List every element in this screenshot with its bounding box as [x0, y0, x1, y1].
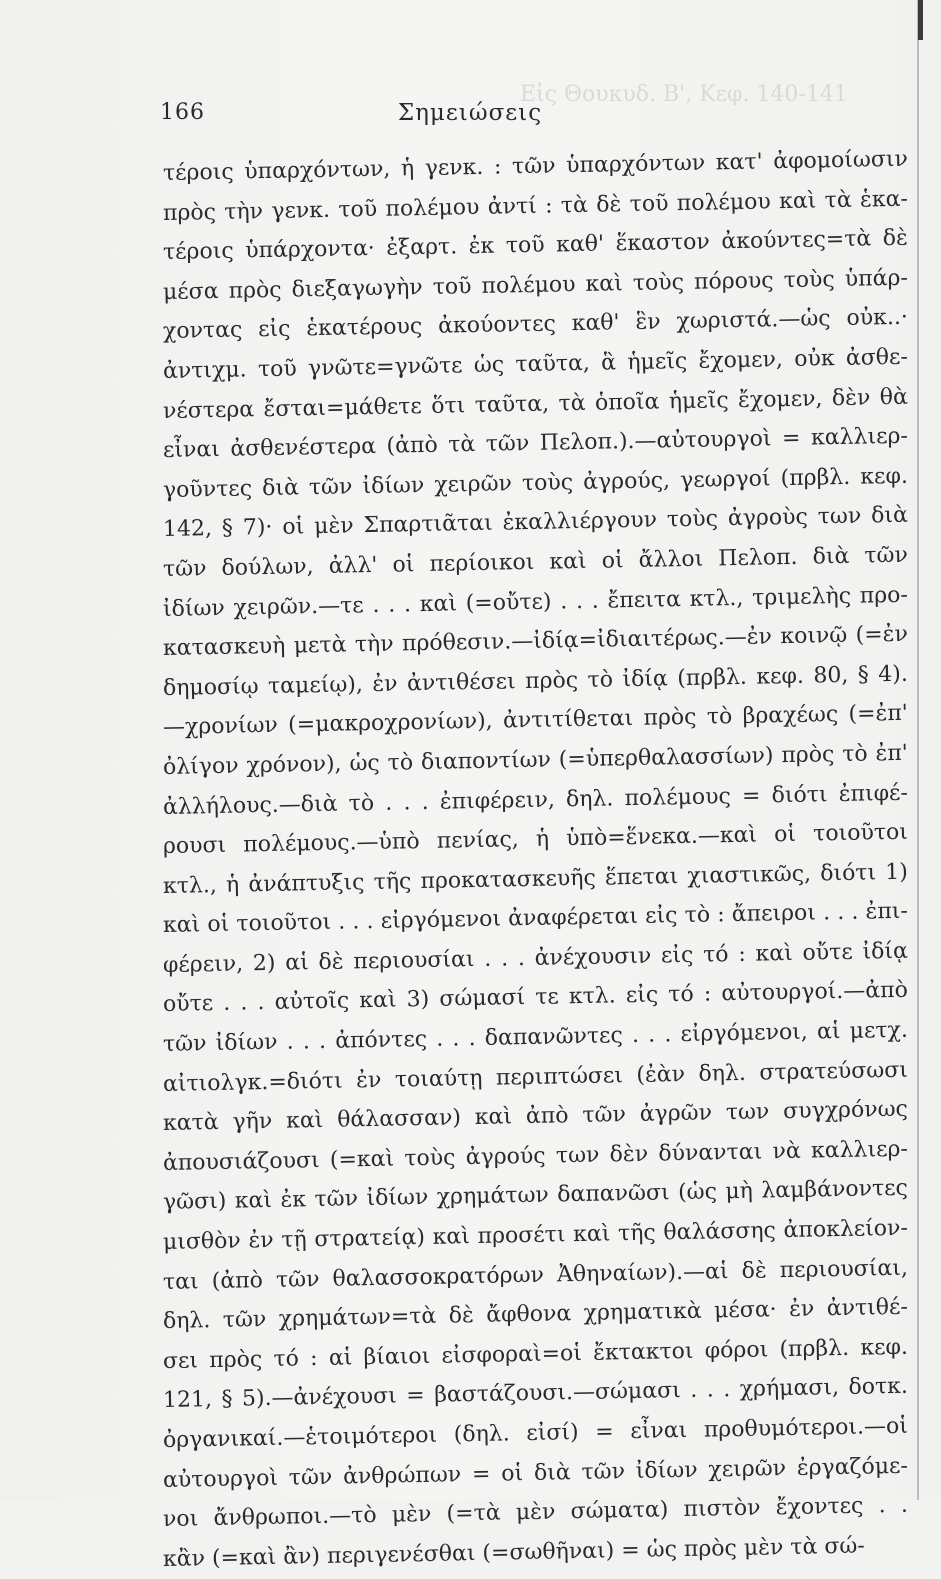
- text-line: ἀντιχμ. τοῦ γνῶτε=γνῶτε ὡς ταῦτα, ἃ ἡμεῖς ἔχομεν, οὐκ ἀσθε-: [162, 344, 909, 384]
- text-line: τέροις ὑπάρχοντα· ἐξαρτ. ἐκ τοῦ καθ' ἕκαστον ἀκούντες=τὰ δὲ: [162, 225, 909, 266]
- text-line: ἀλλήλους.—διὰ τὸ . . . ἐπιφέρειν, δηλ. πολέμους = διότι ἐπιφέ-: [162, 780, 909, 820]
- text-line: δημοσίῳ ταμείῳ), ἐν ἀντιθέσει πρὸς τὸ ἰδίᾳ (πρβλ. κεφ. 80, § 4).: [162, 661, 909, 701]
- text-line: ὀλίγον χρόνον), ὡς τὸ διαποντίων (=ὑπερθαλασσίων) πρὸς τὸ ἐπ': [162, 740, 909, 780]
- text-line: γοῦντες διὰ τῶν ἰδίων χειρῶν τοὺς ἀγρούς, γεωργοί (πρβλ. κεφ.: [162, 463, 909, 503]
- text-line: ται (ἀπὸ τῶν θαλασσοκρατόρων Ἀθηναίων).—αἱ δὲ περιουσίαι,: [162, 1255, 909, 1295]
- running-title: Σημειώσεις: [397, 100, 543, 126]
- notes-text: [162, 146, 909, 1579]
- text-line: γῶσι) καὶ ἐκ τῶν ἰδίων χρημάτων δαπανῶσι (ὡς μὴ λαμβάνοντες: [162, 1176, 909, 1216]
- bleed-through-text: Εἰς Θουκυδ. Β', Κεφ. 140-141: [520, 82, 848, 107]
- text-line: τέροις ὑπαρχόντων, ἡ γενκ. : τῶν ὑπαρχόντων κατ' ἀφομοίωσιν: [162, 146, 909, 186]
- text-line: αὐτουργοὶ τῶν ἀνθρώπων = οἱ διὰ τῶν ἰδίων χειρῶν ἐργαζόμε-: [162, 1453, 909, 1493]
- text-line: τῶν ἰδίων . . . ἀπόντες . . . δαπανῶντες . . . εἰργόμενοι, αἱ μετχ.: [162, 1017, 909, 1058]
- page-header: [160, 100, 780, 130]
- text-line: ἰδίων χειρῶν.—τε . . . καὶ (=οὔτε) . . . ἔπειτα κτλ., τριμελὴς προ-: [162, 582, 909, 622]
- text-line: κατὰ γῆν καὶ θάλασσαν) καὶ ἀπὸ τῶν ἀγρῶν των συγχρόνως: [162, 1096, 909, 1137]
- text-line: κἂν (=καὶ ἂν) περιγενέσθαι (=σωθῆναι) = ὡς πρὸς μὲν τὰ σώ-: [162, 1533, 865, 1572]
- page-edge-mark: [918, 0, 923, 40]
- page-number: 166: [160, 100, 205, 125]
- text-line: μισθὸν ἐν τῇ στρατείᾳ) καὶ προσέτι καὶ τῆς θαλάσσης ἀποκλείον-: [162, 1215, 909, 1256]
- text-line: ἀπουσιάζουσι (=καὶ τοὺς ἀγρούς των δὲν δύνανται νὰ καλλιερ-: [162, 1136, 909, 1176]
- text-line: —χρονίων (=μακροχρονίων), ἀντιτίθεται πρὸς τὸ βραχέως (=ἐπ': [162, 701, 909, 741]
- text-line: εἶναι ἀσθενέστερα (ἀπὸ τὰ τῶν Πελοπ.).—αὐτουργοὶ = καλλιερ-: [162, 423, 909, 464]
- text-line: νοι ἄνθρωποι.—τὸ μὲν (=τὰ μὲν σώματα) πιστὸν ἔχοντες . .: [162, 1492, 909, 1533]
- text-line: 142, § 7)· οἱ μὲν Σπαρτιᾶται ἐκαλλιέργουν τοὺς ἀγροὺς των διὰ: [162, 503, 909, 543]
- text-line: φέρειν, 2) αἱ δὲ περιουσίαι . . . ἀνέχουσιν εἰς τό : καὶ οὔτε ἰδίᾳ: [162, 938, 909, 978]
- text-line: ὀργανικαί.—ἑτοιμότεροι (δηλ. εἰσί) = εἶναι προθυμότεροι.—οἱ: [162, 1413, 909, 1453]
- text-line: 121, § 5).—ἀνέχουσι = βαστάζουσι.—σώμασι . . . χρήμασι, δοτκ.: [162, 1374, 909, 1414]
- text-line: πρὸς τὴν γενκ. τοῦ πολέμου ἀντί : τὰ δὲ τοῦ πολέμου καὶ τὰ ἑκα-: [162, 186, 909, 226]
- text-line: κτλ., ἡ ἀνάπτυξις τῆς προκατασκευῆς ἕπεται χιαστικῶς, διότι 1): [162, 859, 909, 899]
- text-line: οὔτε . . . αὐτοῖς καὶ 3) σώμασί τε κτλ. εἰς τό : αὐτουργοί.—ἀπὸ: [162, 978, 909, 1018]
- text-line: δηλ. τῶν χρημάτων=τὰ δὲ ἄφθονα χρηματικὰ μέσα· ἐν ἀντιθέ-: [162, 1294, 909, 1335]
- text-line: ρουσι πολέμους.—ὑπὸ πενίας, ἡ ὑπὸ=ἕνεκα.—καὶ οἱ τοιοῦτοι: [162, 819, 909, 860]
- text-line: αἰτιολγκ.=διότι ἐν τοιαύτῃ περιπτώσει (ἐὰν δηλ. στρατεύσωσι: [162, 1057, 909, 1097]
- text-line: νέστερα ἔσται=μάθετε ὅτι ταῦτα, τὰ ὁποῖα ἡμεῖς ἔχομεν, δὲν θὰ: [162, 384, 909, 424]
- page-edge: [917, 0, 919, 1500]
- text-line: σει πρὸς τό : αἱ βίαιοι εἰσφοραὶ=οἱ ἔκτακτοι φόροι (πρβλ. κεφ.: [162, 1334, 909, 1374]
- text-line: κατασκευὴ μετὰ τὴν πρόθεσιν.—ἰδίᾳ=ἰδιαιτέρως.—ἐν κοινῷ (=ἐν: [162, 621, 909, 662]
- text-line: καὶ οἱ τοιοῦτοι . . . εἰργόμενοι ἀναφέρεται εἰς τὸ : ἄπειροι . . . ἐπι-: [162, 898, 909, 939]
- text-line: χοντας εἰς ἑκατέρους ἀκούοντες καθ' ἓν χωριστά.—ὡς οὐκ..·: [162, 305, 909, 345]
- text-line: τῶν δούλων, ἀλλ' οἱ περίοικοι καὶ οἱ ἄλλοι Πελοπ. διὰ τῶν: [162, 542, 909, 582]
- text-line: μέσα πρὸς διεξαγωγὴν τοῦ πολέμου καὶ τοὺς πόρους τοὺς ὑπάρ-: [162, 265, 909, 305]
